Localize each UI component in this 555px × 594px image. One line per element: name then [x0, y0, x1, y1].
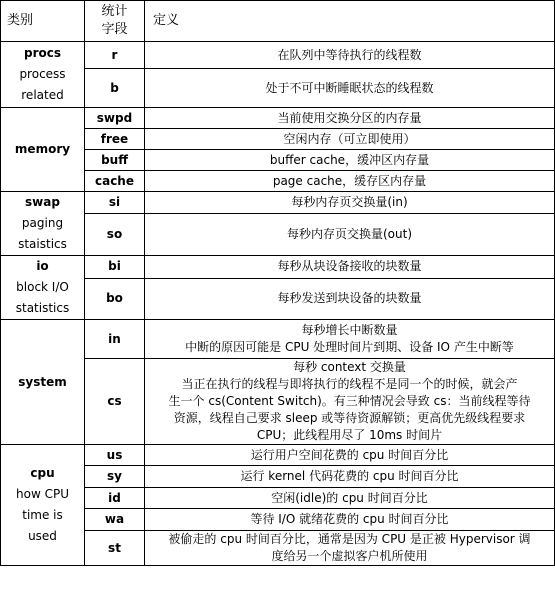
- table-row: [1, 171, 555, 192]
- definition-line: 等待 I/O 就绪花费的 cpu 时间百分比: [250, 512, 449, 526]
- field-definition: [145, 171, 555, 192]
- table-row: [1, 192, 555, 214]
- category-description-line: block I/O: [16, 280, 69, 294]
- definition-line: page cache，缓存区内存量: [272, 173, 427, 188]
- definition-line: 处于不可中断睡眠状态的线程数: [265, 80, 434, 95]
- field-definition: [145, 509, 555, 531]
- table-row: [1, 108, 555, 129]
- field-name-r: r: [85, 42, 145, 69]
- category-cell-procs: [1, 42, 85, 108]
- category-description-line: related: [21, 88, 64, 102]
- table-row: [1, 42, 555, 69]
- field-definition: [145, 488, 555, 509]
- table-row: [1, 278, 555, 319]
- table-row: [1, 359, 555, 445]
- definition-line: 生一个 cs(Content Switch)。有三种情况会导致 cs：当前线程等待: [168, 394, 531, 408]
- field-definition: [145, 466, 555, 488]
- field-name-so: so: [85, 214, 145, 256]
- category-description-line: statistics: [15, 301, 70, 315]
- field-name-bi: bi: [85, 256, 145, 279]
- category-name: cpu: [30, 466, 55, 480]
- field-definition: [145, 214, 555, 256]
- category-name: procs: [23, 46, 61, 60]
- field-name-in: in: [85, 320, 145, 359]
- definition-line: CPU；此线程用尽了 10ms 时间片: [256, 428, 443, 442]
- field-definition: [145, 42, 555, 69]
- category-description-line: time is: [22, 508, 63, 522]
- definition-line: 空闲(idle)的 cpu 时间百分比: [271, 490, 428, 505]
- definition-line: 每秒 context 交换量: [293, 360, 406, 374]
- category-cell-memory: [1, 108, 85, 192]
- field-definition: [145, 108, 555, 129]
- field-name-bo: bo: [85, 278, 145, 319]
- field-definition: [145, 531, 555, 566]
- header-field-line1: 统计: [101, 4, 128, 19]
- table-row: [1, 214, 555, 256]
- category-name: system: [18, 374, 67, 389]
- category-description-line: how CPU: [16, 487, 69, 501]
- definition-line: 资源，线程自己要求 sleep 或等待资源解锁；更高优先级线程要求: [173, 411, 526, 425]
- definition-line: 每秒内存页交换量(out): [286, 227, 413, 242]
- definition-line: 当正在执行的线程与即将执行的线程不是同一个的时候，就会产: [181, 377, 518, 391]
- field-name-si: si: [85, 192, 145, 214]
- definition-line: 空闲内存（可立即使用）: [283, 131, 416, 146]
- header-field: [85, 1, 145, 42]
- header-definition: 定义: [145, 1, 555, 42]
- table-row: [1, 129, 555, 150]
- definition-line: 被偷走的 cpu 时间百分比，通常是因为 CPU 是正被 Hypervisor 调: [168, 532, 531, 546]
- table-row: [1, 488, 555, 509]
- table-row: [1, 445, 555, 466]
- category-description-line: staistics: [18, 237, 67, 251]
- field-name-buff: buff: [85, 150, 145, 171]
- category-cell-swap: [1, 192, 85, 256]
- category-name: memory: [14, 142, 71, 156]
- definition-line: 运行用户空间花费的 cpu 时间百分比: [250, 447, 449, 462]
- definition-line: buffer cache，缓冲区内存量: [269, 152, 430, 167]
- header-category: 类别: [1, 1, 85, 42]
- definition-line: 在队列中等待执行的线程数: [277, 47, 422, 62]
- definition-line: 每秒从块设备接收的块数量: [277, 259, 422, 274]
- field-definition: [145, 256, 555, 279]
- category-cell-cpu: [1, 445, 85, 566]
- table-row: [1, 69, 555, 108]
- table-row: [1, 466, 555, 488]
- table-row: [1, 320, 555, 359]
- definition-line: 每秒增长中断数量: [301, 323, 398, 337]
- field-definition: [145, 192, 555, 214]
- definition-line: 度给另一个虚拟客户机所使用: [271, 549, 428, 563]
- table-row: [1, 531, 555, 566]
- category-description-line: process: [19, 67, 66, 81]
- definition-line: 中断的原因可能是 CPU 处理时间片到期、设备 IO 产生中断等: [185, 340, 514, 354]
- category-cell-system: [1, 320, 85, 445]
- field-name-cs: cs: [85, 359, 145, 445]
- header-row: [1, 1, 555, 42]
- category-description-line: paging: [21, 216, 64, 230]
- field-definition: [145, 445, 555, 466]
- field-name-cache: cache: [85, 171, 145, 192]
- field-name-sy: sy: [85, 466, 145, 488]
- field-definition: [145, 359, 555, 445]
- field-name-id: id: [85, 488, 145, 509]
- field-definition: [145, 129, 555, 150]
- definition-line: 每秒内存页交换量(in): [291, 195, 408, 210]
- field-definition: [145, 150, 555, 171]
- definition-line: 运行 kernel 代码花费的 cpu 时间百分比: [240, 469, 459, 483]
- category-name: swap: [25, 195, 60, 209]
- field-name-us: us: [85, 445, 145, 466]
- field-name-st: st: [85, 531, 145, 566]
- field-name-free: free: [85, 129, 145, 150]
- table-row: [1, 256, 555, 279]
- definition-line: 每秒发送到块设备的块数量: [277, 291, 422, 306]
- table-row: [1, 150, 555, 171]
- field-definition: [145, 320, 555, 359]
- category-name: io: [36, 259, 49, 273]
- definition-line: 当前使用交换分区的内存量: [277, 110, 422, 125]
- header-field-line2: 字段: [101, 22, 128, 37]
- category-description-line: used: [28, 529, 57, 543]
- field-name-wa: wa: [85, 509, 145, 531]
- category-cell-io: [1, 256, 85, 320]
- field-name-b: b: [85, 69, 145, 108]
- field-definition: [145, 69, 555, 108]
- table-row: [1, 509, 555, 531]
- field-definition: [145, 278, 555, 319]
- field-name-swpd: swpd: [85, 108, 145, 129]
